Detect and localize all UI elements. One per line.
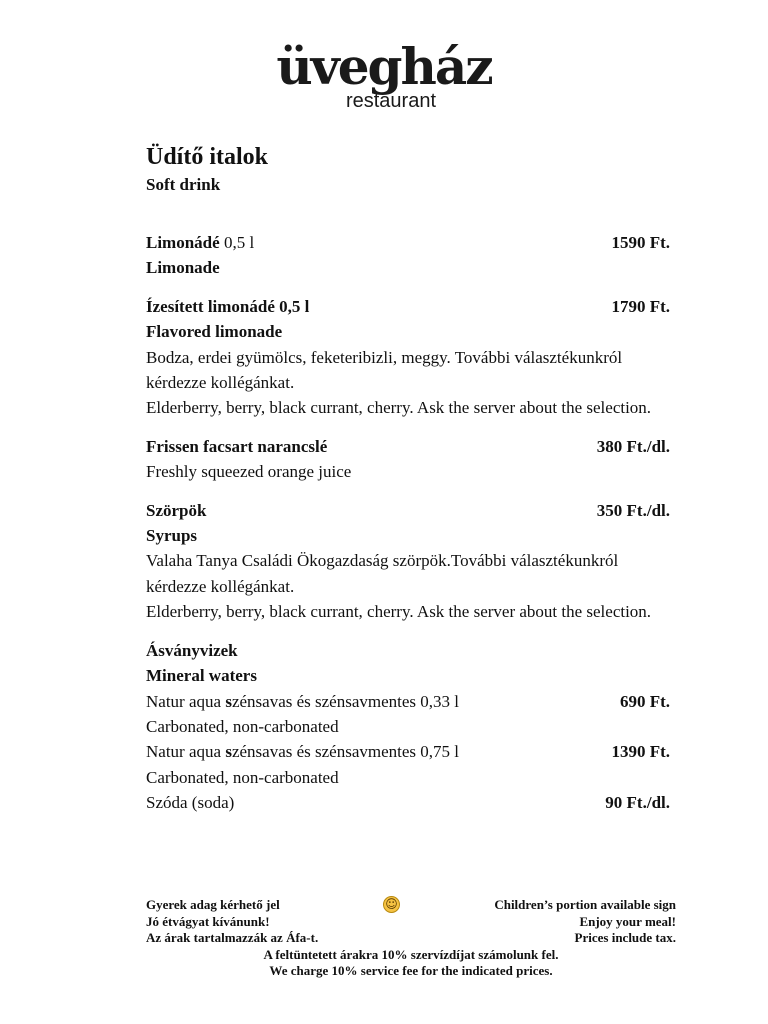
item-english-name: Freshly squeezed orange juice <box>146 462 352 482</box>
item-name: Szóda (soda) <box>146 793 235 813</box>
menu-item-flavored-limonade <box>146 294 670 319</box>
menu-footer <box>146 897 676 980</box>
item-price: 350 Ft./dl. <box>596 500 670 520</box>
menu-item-limonade <box>146 230 670 255</box>
logo-subtitle: restaurant <box>345 90 437 112</box>
page-title: Üdítő italok <box>146 144 269 170</box>
item-price: 1590 Ft. <box>611 233 670 252</box>
item-english-name: Syrups <box>146 526 198 546</box>
item-price: 380 Ft./dl. <box>596 436 670 456</box>
footer-row <box>146 897 676 914</box>
item-name-part: s <box>225 742 232 762</box>
item-size: 0,5 l <box>219 233 255 252</box>
item-name: Szörpök <box>146 500 207 520</box>
item-price: 690 Ft. <box>619 691 670 711</box>
footer-note-hu: Gyerek adag kérhető jel <box>146 897 280 912</box>
menu-item-water-033 <box>146 689 670 714</box>
item-name-part: Natur aqua <box>146 742 226 762</box>
footer-row <box>146 914 676 931</box>
footer-note-hu: Jó étvágyat kívánunk! <box>146 913 270 929</box>
section-mineral-waters: Ásványvizek <box>146 640 238 660</box>
item-name-part: s <box>225 691 232 711</box>
item-english-name: Limonade <box>146 258 220 278</box>
item-english-name: Mineral waters <box>146 666 257 686</box>
menu-item-water-075 <box>146 739 670 764</box>
menu-item-orange-juice <box>146 434 670 459</box>
restaurant-logo <box>0 37 768 112</box>
footer-note-en: Children’s portion available sign <box>494 897 676 912</box>
service-fee-note-en: We charge 10% service fee for the indicated prices. <box>269 963 553 978</box>
item-name: Ízesített limonádé 0,5 l <box>146 296 310 316</box>
item-price: 1790 Ft. <box>611 296 670 316</box>
item-name: Limonádé <box>146 233 220 252</box>
item-name: Frissen facsart narancslé <box>146 436 328 456</box>
item-description-en: Elderberry, berry, black currant, cherry. Ask the server about the selection. <box>146 398 652 418</box>
smiley-face-icon: ☺ <box>383 896 400 913</box>
item-english-name: Flavored limonade <box>146 322 283 342</box>
item-price: 90 Ft./dl. <box>605 793 670 813</box>
service-fee-note-hu: A feltüntetett árakra 10% szervízdíjat számolunk fel. <box>263 946 559 962</box>
item-description-en: Elderberry, berry, black currant, cherry. Ask the server about the selection. <box>146 602 652 622</box>
item-price: 1390 Ft. <box>611 742 670 762</box>
item-english-name: Carbonated, non-carbonated <box>146 716 339 736</box>
menu-content <box>146 140 670 816</box>
item-english-name: Carbonated, non-carbonated <box>146 767 339 787</box>
logo-wordmark: üvegház <box>276 37 492 96</box>
item-name-part: Natur aqua <box>146 691 226 711</box>
menu-item-syrups <box>146 498 670 523</box>
footer-note-en: Prices include tax. <box>574 930 676 945</box>
footer-note-hu: Az árak tartalmazzák az Áfa-t. <box>146 930 319 945</box>
menu-item-soda <box>146 790 670 815</box>
item-description-hu: Valaha Tanya Családi Ökogazdaság szörpök.További választékunkról kérdezze kollégánkat. <box>146 551 619 596</box>
footer-row <box>146 930 676 947</box>
item-description-hu: Bodza, erdei gyümölcs, feketeribizli, meggy. További választékunkról kérdezze kollégánkat. <box>146 347 623 393</box>
page-subtitle: Soft drink <box>146 175 221 194</box>
item-name-part: zénsavas és szénsavmentes 0,75 l <box>231 742 460 762</box>
footer-note-en: Enjoy your meal! <box>579 913 676 929</box>
item-name-part: zénsavas és szénsavmentes 0,33 l <box>231 691 460 711</box>
